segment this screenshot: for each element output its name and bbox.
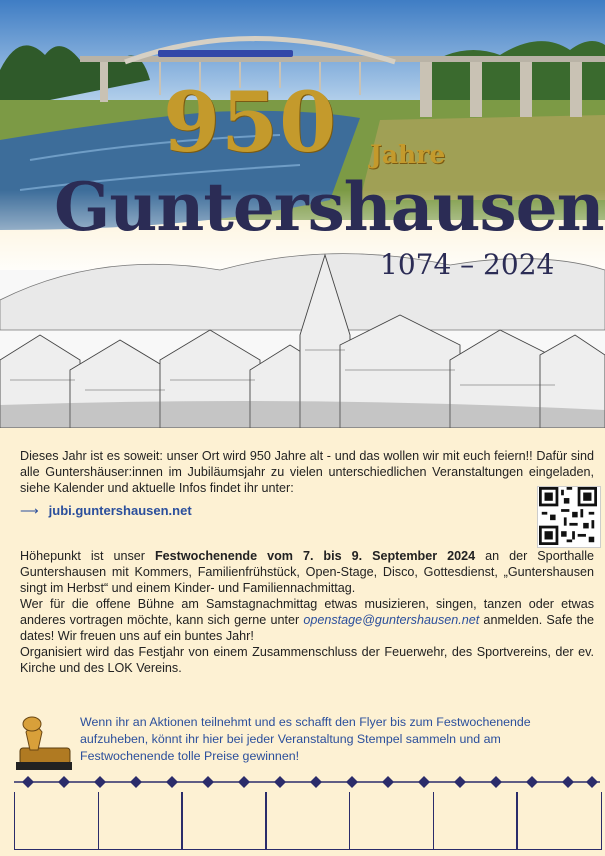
main-text — [20, 548, 594, 676]
openstage-paragraph: Wer für die offene Bühne am Samstagnachmittag etwas musizieren, singen, tanzen oder etwas anderes vortragen möchte, kann sich gerne unter openstage@guntershausen.net anmelden. Safe the dates! Wir freuen uns auf ein buntes Jahr! — [20, 597, 594, 643]
intro-paragraph: Dieses Jahr ist es soweit: unser Ort wird 950 Jahre alt - und das wollen wir mit euch feiern!! Dafür sind alle Guntershäuser:innen im Jubiläumsjahr zu vielen unterschiedlichen Veranstaltungen eingeladen, siehe Kalender und aktuelle Infos findet ihr unter: — [20, 449, 594, 495]
stamp-collection-note: Wenn ihr an Aktionen teilnehmt und es schafft den Flyer bis zum Festwochenende aufzuheben, könnt ihr hier bei jeder Veranstaltung Stempel sammeln und am Festwochenende tolle Preise gewinnen! — [80, 715, 531, 763]
stamp-box — [98, 792, 183, 850]
website-link[interactable]: jubi.guntershausen.net — [48, 503, 192, 518]
organizers-paragraph: Organisiert wird das Festjahr von einem Zusammenschluss der Feuerwehr, des Sportvereins, der ev. Kirche und des LOK Vereins. — [20, 645, 594, 675]
stamp-box — [516, 792, 601, 850]
festival-dates: Festwochenende vom 7. bis 9. September 2024 — [154, 549, 476, 563]
year-range: 1074 – 2024 — [380, 248, 555, 281]
qr-code-icon — [538, 487, 598, 545]
stamp-icon — [12, 712, 74, 778]
qr-code[interactable] — [537, 486, 601, 548]
arrow-right-icon: ⟶ — [20, 503, 39, 518]
openstage-email-link[interactable]: openstage@guntershausen.net — [303, 613, 480, 627]
anniversary-number: 950 — [163, 75, 338, 171]
festival-paragraph: Höhepunkt ist unser Festwochenende vom 7. bis 9. September 2024 an der Sporthalle Guntershausen mit Kommers, Familienfrühstück, Open-Stage, Disco, Gottesdienst, „Guntershausen singt im Herbst“ und einem Kinder- und Familiennachmittag. — [20, 549, 594, 595]
town-title: Guntershausen — [54, 168, 604, 246]
website-link-row[interactable] — [20, 503, 192, 519]
stamp-box — [181, 792, 266, 850]
stamp-box — [433, 792, 518, 850]
stamp-box — [14, 792, 99, 850]
decorative-border — [14, 775, 600, 789]
stamp-boxes — [14, 792, 600, 850]
anniversary-jahre: Jahre — [370, 140, 446, 169]
stamp-box — [265, 792, 350, 850]
stamp-box — [349, 792, 434, 850]
